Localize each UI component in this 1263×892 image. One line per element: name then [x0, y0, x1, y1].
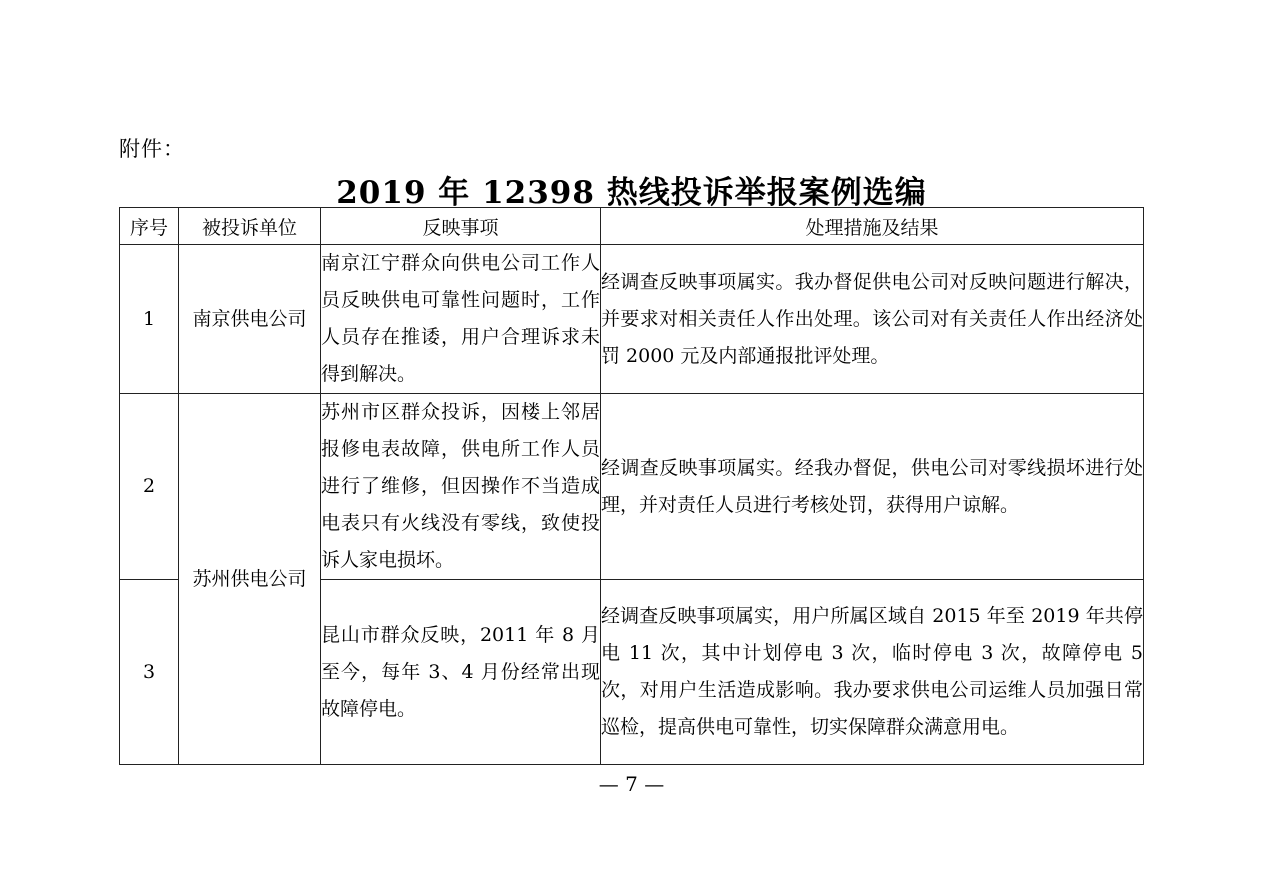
table-header-row: [120, 208, 1144, 245]
reported-issue: 南京江宁群众向供电公司工作人员反映供电可靠性问题时，工作人员存在推诿，用户合理诉求未得到解决。: [321, 245, 601, 394]
header-result: 处理措施及结果: [601, 208, 1144, 245]
attachment-label: 附件：: [119, 137, 185, 161]
reported-issue: 苏州市区群众投诉，因楼上邻居报修电表故障，供电所工作人员进行了维修，但因操作不当造成电表只有火线没有零线，致使投诉人家电损坏。: [321, 394, 601, 580]
header-unit: 被投诉单位: [179, 208, 321, 245]
handling-result: 经调查反映事项属实。我办督促供电公司对反映问题进行解决，并要求对相关责任人作出处理。该公司对有关责任人作出经济处罚 2000 元及内部通报批评处理。: [601, 245, 1144, 394]
header-issue: 反映事项: [321, 208, 601, 245]
complaint-cases-table: [119, 207, 1144, 765]
row-number: 2: [120, 394, 179, 580]
table-row: [120, 245, 1144, 394]
row-number: 1: [120, 245, 179, 394]
reported-issue: 昆山市群众反映，2011 年 8 月至今，每年 3、4 月份经常出现故障停电。: [321, 580, 601, 765]
document-title: 2019 年 12398 热线投诉举报案例选编: [336, 175, 927, 211]
row-number: 3: [120, 580, 179, 765]
table-row: [120, 394, 1144, 580]
page-number: — 7 —: [598, 772, 665, 796]
handling-result: 经调查反映事项属实。经我办督促，供电公司对零线损坏进行处理，并对责任人员进行考核处罚，获得用户谅解。: [601, 394, 1144, 580]
complained-unit: 南京供电公司: [179, 245, 321, 394]
header-number: 序号: [120, 208, 179, 245]
complained-unit: 苏州供电公司: [179, 394, 321, 765]
handling-result: 经调查反映事项属实，用户所属区域自 2015 年至 2019 年共停电 11 次，其中计划停电 3 次，临时停电 3 次，故障停电 5 次，对用户生活造成影响。我办要求供电公司运维人员加强日常巡检，提高供电可靠性，切实保障群众满意用电。: [601, 580, 1144, 765]
